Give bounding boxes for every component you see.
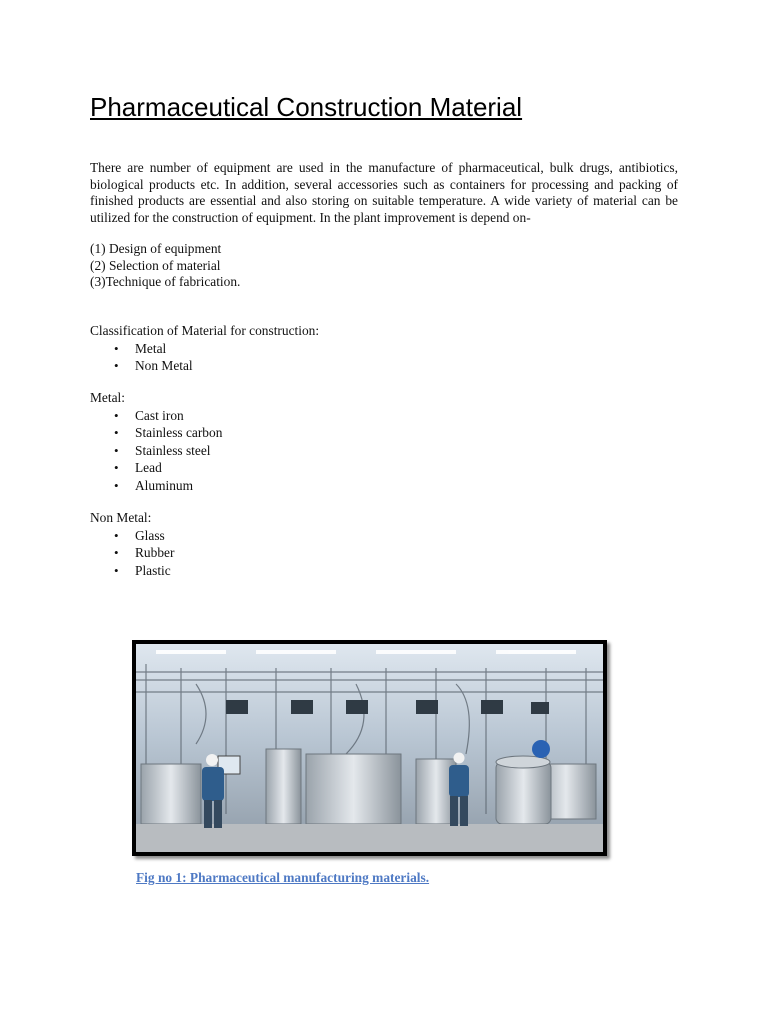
list-item: • Stainless carbon xyxy=(90,424,222,441)
list-item: • Cast iron xyxy=(90,407,222,424)
list-item: • Metal xyxy=(90,340,193,357)
classification-list xyxy=(90,340,193,375)
document-title: Pharmaceutical Construction Material xyxy=(90,92,523,122)
list-item: • Glass xyxy=(90,527,174,544)
list-item: • Rubber xyxy=(90,544,174,561)
non-metal-label: Non Metal: xyxy=(90,510,152,525)
step-item: (3)Technique of fabrication. xyxy=(90,274,241,289)
step-item: (2) Selection of material xyxy=(90,257,221,273)
list-item: • Lead xyxy=(90,459,222,476)
intro-paragraph: There are number of equipment are used in the manufacture of pharmaceutical, bulk drugs, antibiotics, biological products etc. In addition, several accessories such as containers for processing and packing of finished products are essential and also storing on suitable temperature. A wide variety of material can be utilized for the construction of equipment. In the plant improvement is depend on- xyxy=(90,160,678,225)
steps-list xyxy=(90,241,240,291)
metal-label: Metal: xyxy=(90,390,125,405)
factory-illustration xyxy=(136,644,603,852)
list-item: • Aluminum xyxy=(90,477,222,494)
non-metal-list xyxy=(90,527,174,579)
classification-label: Classification of Material for construction: xyxy=(90,323,320,338)
list-item: • Plastic xyxy=(90,562,174,579)
list-item: • Non Metal xyxy=(90,357,193,374)
figure-caption: Fig no 1: Pharmaceutical manufacturing materials. xyxy=(136,870,430,885)
list-item: • Stainless steel xyxy=(90,442,222,459)
factory-photo xyxy=(132,640,607,856)
metal-list xyxy=(90,407,222,494)
step-item: (1) Design of equipment xyxy=(90,241,222,256)
